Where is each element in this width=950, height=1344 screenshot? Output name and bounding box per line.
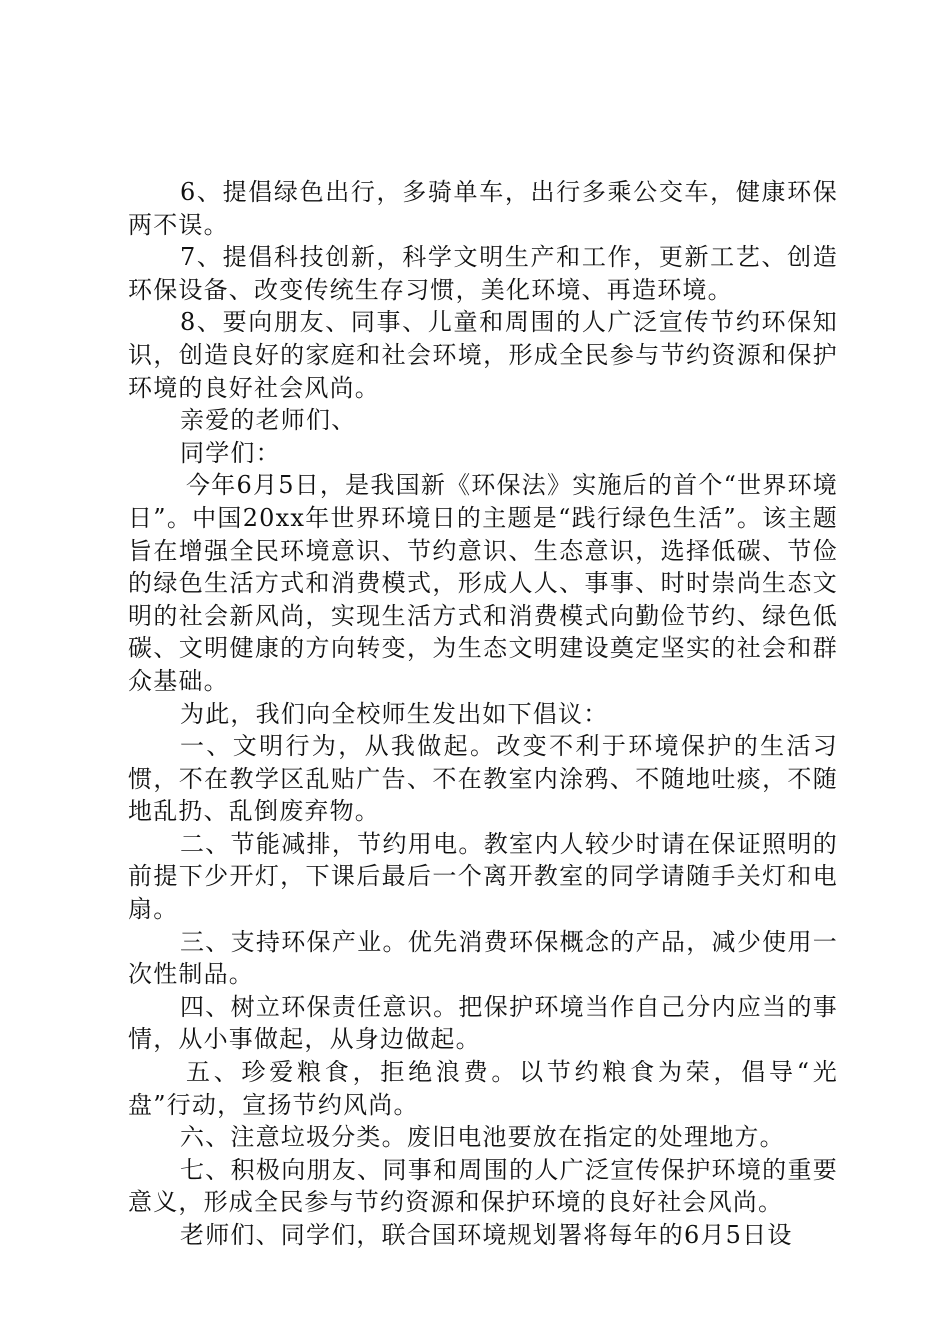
paragraph-initiative-1: 一、文明行为，从我做起。改变不利于环境保护的生活习惯，不在教学区乱贴广告、不在教室内涂鸦、不随地吐痰，不随地乱扔、乱倒废弃物。 — [128, 732, 838, 826]
paragraph-initiative-lead: 为此，我们向全校师生发出如下倡议： — [180, 699, 609, 728]
paragraph-item-8-promote-awareness: 8、要向朋友、同事、儿童和周围的人广泛宣传节约环保知识，创造良好的家庭和社会环境，形成全民参与节约资源和保护环境的良好社会风尚。 — [128, 308, 838, 402]
paragraph-initiative-7: 七、积极向朋友、同事和周围的人广泛宣传保护环境的重要意义，形成全民参与节约资源和保护环境的良好社会风尚。 — [128, 1155, 838, 1217]
paragraph-item-7-tech-innovation: 7、提倡科技创新，科学文明生产和工作，更新工艺、创造环保设备、改变传统生存习惯，美化环境、再造环境。 — [128, 243, 838, 304]
paragraph-initiative-2: 二、节能减排，节约用电。教室内人较少时请在保证照明的前提下少开灯，下课后最后一个离开教室的同学请随手关灯和电扇。 — [128, 829, 838, 924]
paragraph-item-6-green-travel: 6、提倡绿色出行，多骑单车，出行多乘公交车，健康环保两不误。 — [128, 178, 838, 239]
paragraph-initiative-3: 三、支持环保产业。优先消费环保概念的产品，减少使用一次性制品。 — [128, 927, 838, 989]
paragraph-initiative-6: 六、注意垃圾分类。废旧电池要放在指定的处理地方。 — [180, 1123, 785, 1152]
document-body — [128, 176, 838, 1252]
paragraph-initiative-4: 四、树立环保责任意识。把保护环境当作自己分内应当的事情，从小事做起，从身边做起。 — [128, 992, 838, 1054]
paragraph-closing: 老师们、同学们，联合国环境规划署将每年的6月5日设 — [180, 1221, 793, 1249]
paragraph-environment-day-intro: 今年6月5日，是我国新《环保法》实施后的首个“世界环境日”。中国20xx年世界环境日的主题是“践行绿色生活”。该主题旨在增强全民环境意识、节约意识、生态意识，选择低碳、节俭的绿色生活方式和消费模式，形成人人、事事、时时崇尚生态文明的社会新风尚，实现生活方式和消费模式向勤俭节约、绿色低碳、文明健康的方向转变，为生态文明建设奠定坚实的社会和群众基础。 — [128, 471, 838, 695]
salutation-teachers: 亲爱的老师们、 — [180, 406, 357, 435]
salutation-students: 同学们： — [180, 438, 281, 467]
paragraph-initiative-5: 五、珍爱粮食，拒绝浪费。以节约粮食为荣，倡导“光盘”行动，宣扬节约风尚。 — [128, 1058, 838, 1119]
